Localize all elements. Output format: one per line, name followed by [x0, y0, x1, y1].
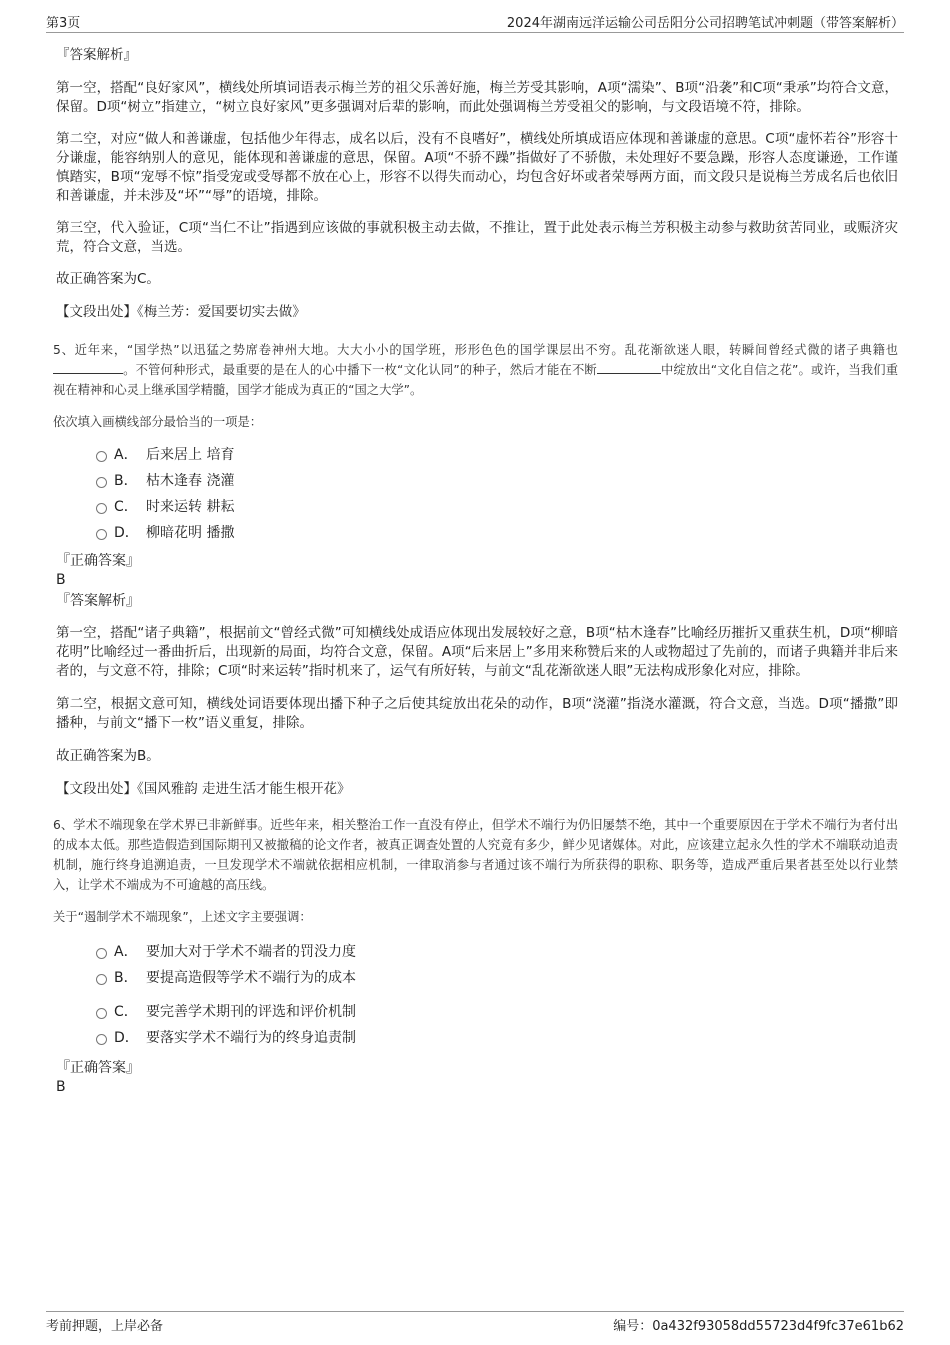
radio-icon[interactable] [96, 948, 107, 959]
q6-option-b[interactable]: B． 要提高造假等学术不端行为的成本 [56, 965, 898, 991]
q6-stem: 6、学术不端现象在学术界已非新鲜事。近些年来，相关整治工作一直没有停止，但学术不端行为仍旧屡禁不绝，其中一个重要原因在于学术不端行为者付出的成本太低。那些造假造到国际期刊又被撤稿的论文作者，被真正调查处置的人究竟有多少，鲜少见诸媒体。对此，应该建立起永久性的学术不端联动追责机制，施行终身追溯追责，一旦发现学术不端就依据相应机制，一律取消参与者通过该不端行为所获得的职称、职务等，造成严重后果者甚至处以行业禁入，让学术不端成为不可逾越的高压线。 [53, 818, 898, 892]
q4-source: 【文段出处】《梅兰芳：爱国要切实去做》 [56, 304, 306, 320]
document-title: 2024年湖南远洋运输公司岳阳分公司招聘笔试冲刺题（带答案解析） [506, 16, 904, 31]
q5-source: 【文段出处】《国风雅韵 走进生活才能生根开花》 [56, 781, 351, 797]
radio-icon[interactable] [96, 477, 107, 488]
q5-conclusion: 故正确答案为B。 [56, 748, 160, 764]
q4-analysis-p3: 第三空，代入验证，C项“当仁不让”指遇到应该做的事就积极主动去做，不推让，置于此处表示梅兰芳积极主动参与救助贫苦同业，或赈济灾荒，符合文意，当选。 [56, 220, 898, 255]
document-id: 编号：0a432f93058dd55723d4f9fc37e61b62 [613, 1319, 904, 1334]
radio-icon[interactable] [96, 1008, 107, 1019]
footer-slogan: 考前押题，上岸必备 [46, 1319, 164, 1334]
q5-option-a[interactable]: A． 后来居上 培育 [56, 442, 898, 468]
q6-option-d[interactable]: D． 要落实学术不端行为的终身追责制 [56, 1025, 898, 1051]
radio-icon[interactable] [96, 451, 107, 462]
q6-option-a[interactable]: A． 要加大对于学术不端者的罚没力度 [56, 939, 898, 965]
q5-stem: 5、近年来，“国学热”以迅猛之势席卷神州大地。大大小小的国学班，形形色色的国学课层出不穷。乱花渐欲迷人眼，转瞬间曾经式微的诸子典籍也。不管何种形式，最重要的是在人的心中播下一枚“文化认同”的种子，然后才能在不断 中绽放出“文化自信之花”。或许，当我们重视在精神和心灵上继承国学精髓，国学才能成为真正的“国之大学”。 [53, 343, 898, 397]
q6-answer-label: 『正确答案』 [56, 1060, 140, 1076]
blank-line [597, 361, 661, 374]
q6-prompt: 关于“遏制学术不端现象”，上述文字主要强调： [53, 910, 312, 924]
radio-icon[interactable] [96, 529, 107, 540]
q4-analysis-p1: 第一空，搭配“良好家风”，横线处所填词语表示梅兰芳的祖父乐善好施，梅兰芳受其影响，A项“濡染”、B项“沿袭”和C项“秉承”均符合文意，保留。D项“树立”指建立，“树立良好家风”更多强调对后辈的影响，而此处强调梅兰芳受祖父的影响，与文段语境不符，排除。 [56, 80, 898, 115]
page-number: 第3页 [46, 16, 81, 31]
radio-icon[interactable] [96, 503, 107, 514]
q6-options [56, 939, 898, 1051]
q5-option-d[interactable]: D． 柳暗花明 播撒 [56, 520, 898, 546]
radio-icon[interactable] [96, 974, 107, 985]
q6-option-c[interactable]: C． 要完善学术期刊的评选和评价机制 [56, 999, 898, 1025]
q5-analysis-p2: 第二空，根据文意可知，横线处词语要体现出播下种子之后使其绽放出花朵的动作，B项“浇灌”指浇水灌溉，符合文意，当选。D项“播撒”即播种，与前文“播下一枚”语义重复，排除。 [56, 696, 898, 731]
page-header [46, 10, 904, 33]
q6-answer: B [56, 1079, 66, 1095]
q4-analysis-label: 『答案解析』 [56, 47, 137, 63]
radio-icon[interactable] [96, 1034, 107, 1045]
q5-answer: B [56, 572, 66, 588]
document-body [53, 44, 898, 1096]
q5-analysis-label: 『答案解析』 [56, 593, 140, 609]
q5-option-c[interactable]: C． 时来运转 耕耘 [56, 494, 898, 520]
q5-prompt: 依次填入画横线部分最恰当的一项是： [53, 415, 263, 429]
q5-options [56, 442, 898, 546]
q5-answer-label: 『正确答案』 [56, 553, 140, 569]
q4-conclusion: 故正确答案为C。 [56, 271, 160, 287]
q5-option-b[interactable]: B． 枯木逢春 浇灌 [56, 468, 898, 494]
page-footer [46, 1311, 904, 1334]
blank-line [53, 361, 123, 374]
q4-analysis-p2: 第二空，对应“做人和善谦虚，包括他少年得志，成名以后，没有不良嗜好”，横线处所填成语应体现和善谦虚的意思。C项“虚怀若谷”形容十分谦虚，能容纳别人的意见，能体现和善谦虚的意思，保留。A项“不骄不躁”指做好了不骄傲，未处理好不要急躁，形容人态度谦逊，工作谨慎踏实，B项“宠辱不惊”指受宠或受辱都不放在心上，形容不以得失而动心，均包含好坏或者荣辱两方面，而文段只是说梅兰芳成名后也依旧和善谦虚，并未涉及“坏”“辱”的语境，排除。 [56, 131, 898, 204]
q5-analysis-p1: 第一空，搭配“诸子典籍”，根据前文“曾经式微”可知横线处成语应体现出发展较好之意，B项“枯木逢春”比喻经历摧折又重获生机，D项“柳暗花明”比喻经过一番曲折后，出现新的局面，均符合文意，保留。A项“后来居上”多用来称赞后来的人或物超过了先前的，而诸子典籍并非后来者的，与文意不符，排除；C项“时来运转”指时机来了，运气有所好转，与前文“乱花渐欲迷人眼”无法构成形象化对应，排除。 [56, 625, 898, 679]
